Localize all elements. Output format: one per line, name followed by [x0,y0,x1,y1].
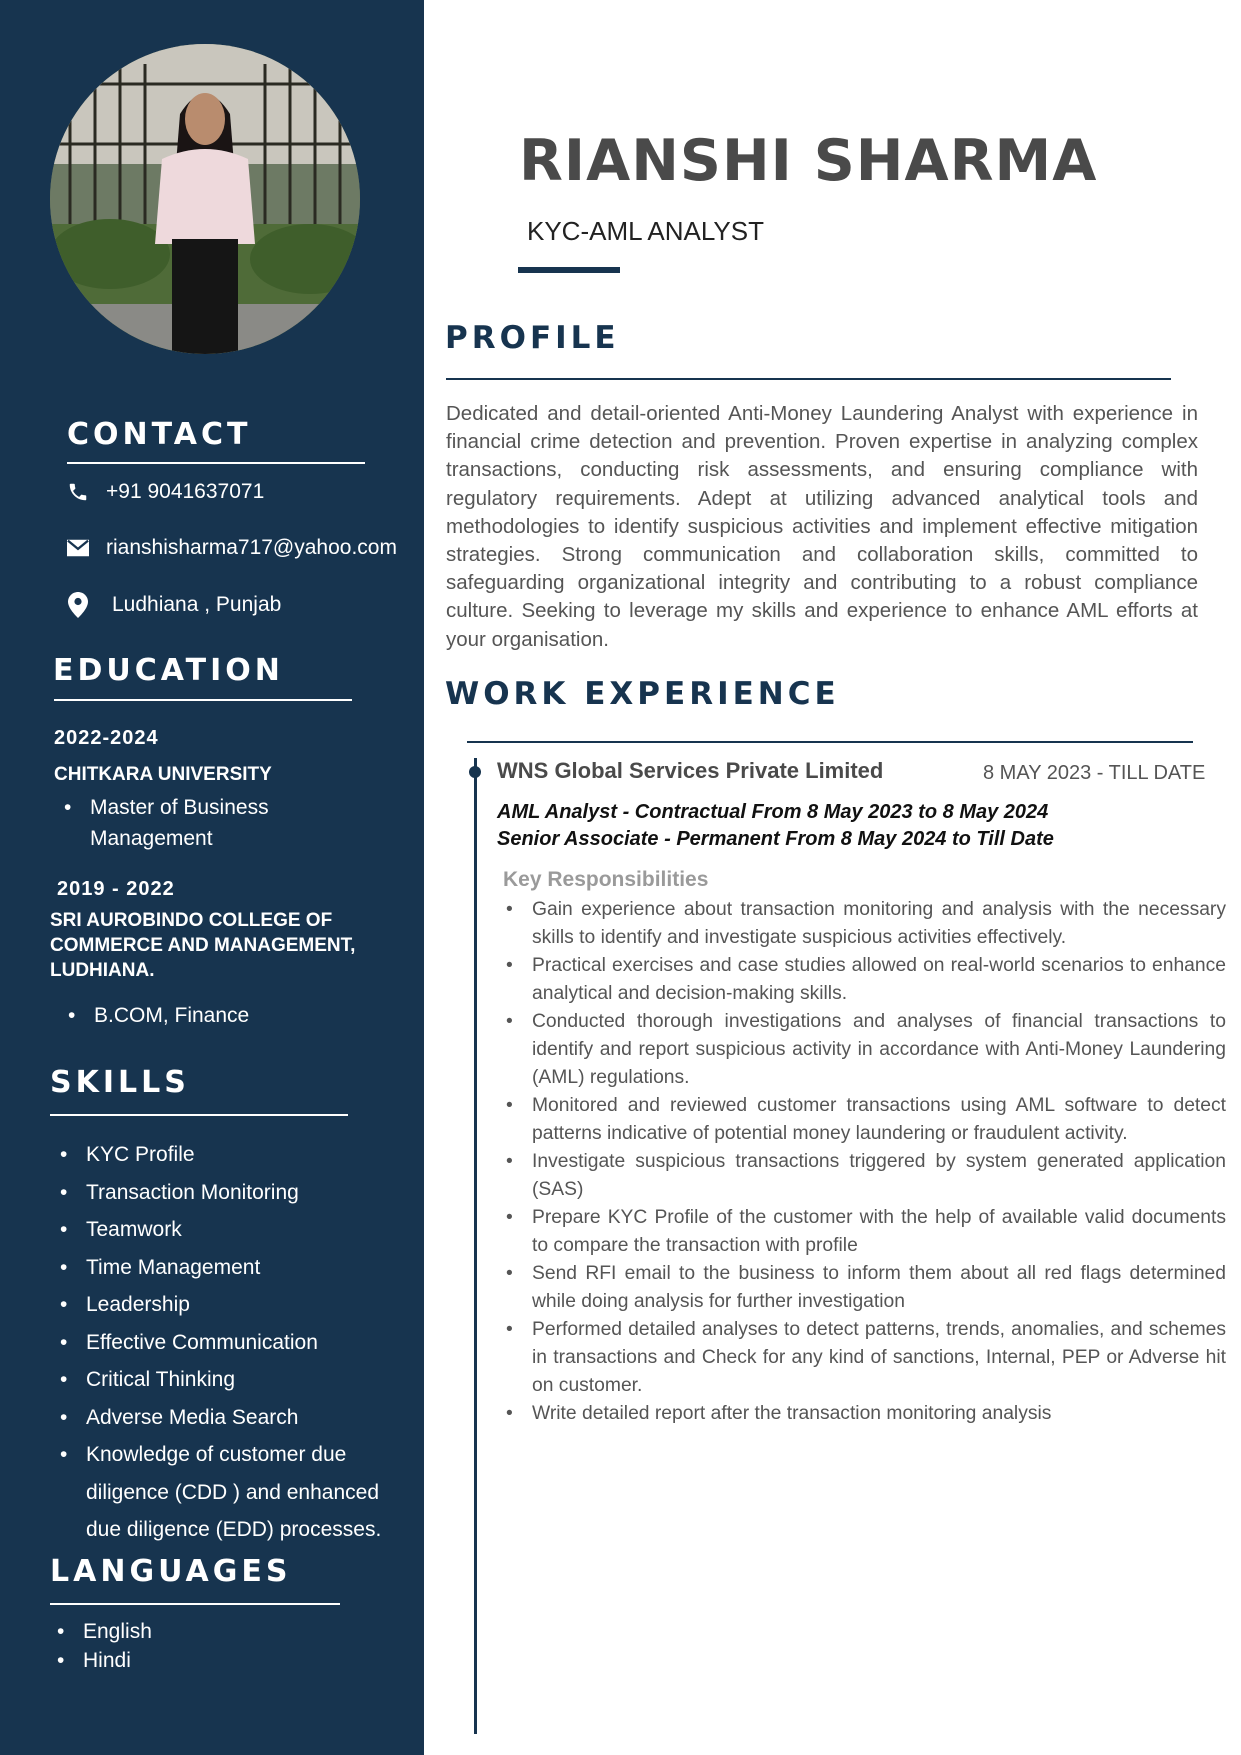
skills-divider [50,1114,348,1116]
timeline-dot [469,766,481,778]
languages-heading: LANGUAGES [50,1554,292,1589]
contact-email [66,536,397,560]
contact-location [66,593,281,617]
edu-years-1: 2022-2024 [54,727,159,749]
work-heading: WORK EXPERIENCE [445,676,840,712]
title-accent-bar [518,267,620,273]
edu-school-1: CHITKARA UNIVERSITY [54,764,272,785]
page-title: RIANSHI SHARMA [519,128,1098,194]
responsibility-item: • Prepare KYC Profile of the customer with the help of available valid documents to compare the transaction with profile [506,1204,1226,1260]
education-divider [54,699,352,701]
responsibility-item: • Conducted thorough investigations and analyses of financial transactions to identify and report suspicious activity in accordance with Anti-Money Laundering (AML) regulations. [506,1008,1226,1092]
position-2: Senior Associate - Permanent From 8 May 2024 to Till Date [497,828,1054,850]
profile-divider [446,378,1171,380]
skills-heading: SKILLS [50,1065,190,1100]
edu-years-2: 2019 - 2022 [57,878,175,900]
location-pin-icon [66,593,90,617]
timeline-line [474,758,477,1734]
company-name: WNS Global Services Private Limited [497,758,884,783]
location-text: Ludhiana , Punjab [112,593,282,616]
position-1: AML Analyst - Contractual From 8 May 2023 to 8 May 2024 [497,801,1049,823]
language-item: • Hindi [47,1646,347,1675]
responsibility-item: • Gain experience about transaction monitoring and analysis with the necessary skills to identify and investigate suspicious activities effectively. [506,896,1226,952]
responsibility-item: • Write detailed report after the transaction monitoring analysis [506,1400,1226,1428]
languages-divider [50,1603,340,1605]
responsibility-item: • Send RFI email to the business to inform them about all red flags determined while doing analysis for further investigation [506,1260,1226,1316]
responsibility-item: • Investigate suspicious transactions triggered by system generated application (SAS) [506,1148,1226,1204]
languages-list [47,1617,347,1675]
mail-icon [66,536,90,560]
profile-summary: Dedicated and detail-oriented Anti-Money Laundering Analyst with experience in financial crime detection and prevention. Proven expertise in analyzing complex transactions, conducting risk assessments, and ensuring compliance with regulatory requirements. Adept at utilizing advanced analytical tools and methodologies to identify suspicious activities and implement effective mitigation strategies. Strong communication and collaboration skills, committed to safeguarding organizational integrity and contributing to a robust compliance culture. Seeking to leverage my skills and experience to enhance AML efforts at your organisation. [446,402,1198,651]
responsibilities-list [506,896,1226,1428]
skill-item: • Teamwork [50,1211,390,1249]
education-heading: EDUCATION [53,653,284,688]
edu-degree-1: • Master of Business Management [54,792,314,854]
language-item: • English [47,1617,347,1646]
job-title: KYC-AML ANALYST [527,216,764,246]
skills-list [50,1136,390,1549]
email-text[interactable]: rianshisharma717@yahoo.com [106,536,397,559]
edu-school-2: SRI AUROBINDO COLLEGE OF COMMERCE AND MANAGEMENT, LUDHIANA. [50,910,356,981]
contact-heading: CONTACT [67,417,252,452]
skill-item: • Knowledge of customer due diligence (CDD ) and enhanced due diligence (EDD) processes. [50,1436,390,1549]
edu-degree-list-2 [58,1000,358,1031]
profile-heading: PROFILE [445,320,620,356]
skill-item: • KYC Profile [50,1136,390,1174]
sidebar [0,0,424,1755]
phone-text[interactable]: +91 9041637071 [106,480,265,503]
skill-item: • Critical Thinking [50,1361,390,1399]
profile-photo-illustration [50,44,360,354]
skill-item: • Effective Communication [50,1324,390,1362]
profile-photo [50,44,360,354]
edu-degree-list-1 [54,792,314,854]
skill-item: • Transaction Monitoring [50,1174,390,1212]
skill-item: • Leadership [50,1286,390,1324]
skill-item: • Time Management [50,1249,390,1287]
contact-divider [67,462,365,464]
responsibility-item: • Practical exercises and case studies allowed on real-world scenarios to enhance analytical and decision-making skills. [506,952,1226,1008]
responsibility-item: • Monitored and reviewed customer transactions using AML software to detect patterns indicative of potential money laundering or fraudulent activity. [506,1092,1226,1148]
phone-icon [66,480,90,504]
contact-phone [66,480,264,504]
edu-degree-2: • B.COM, Finance [58,1000,358,1031]
responsibility-item: • Performed detailed analyses to detect patterns, trends, anomalies, and schemes in transactions and Check for any kind of sanctions, Internal, PEP or Adverse hit on customer. [506,1316,1226,1400]
skill-item: • Adverse Media Search [50,1399,390,1437]
work-divider [467,741,1193,743]
employment-dates: 8 MAY 2023 - TILL DATE [983,762,1206,784]
responsibilities-title: Key Responsibilities [503,868,709,891]
